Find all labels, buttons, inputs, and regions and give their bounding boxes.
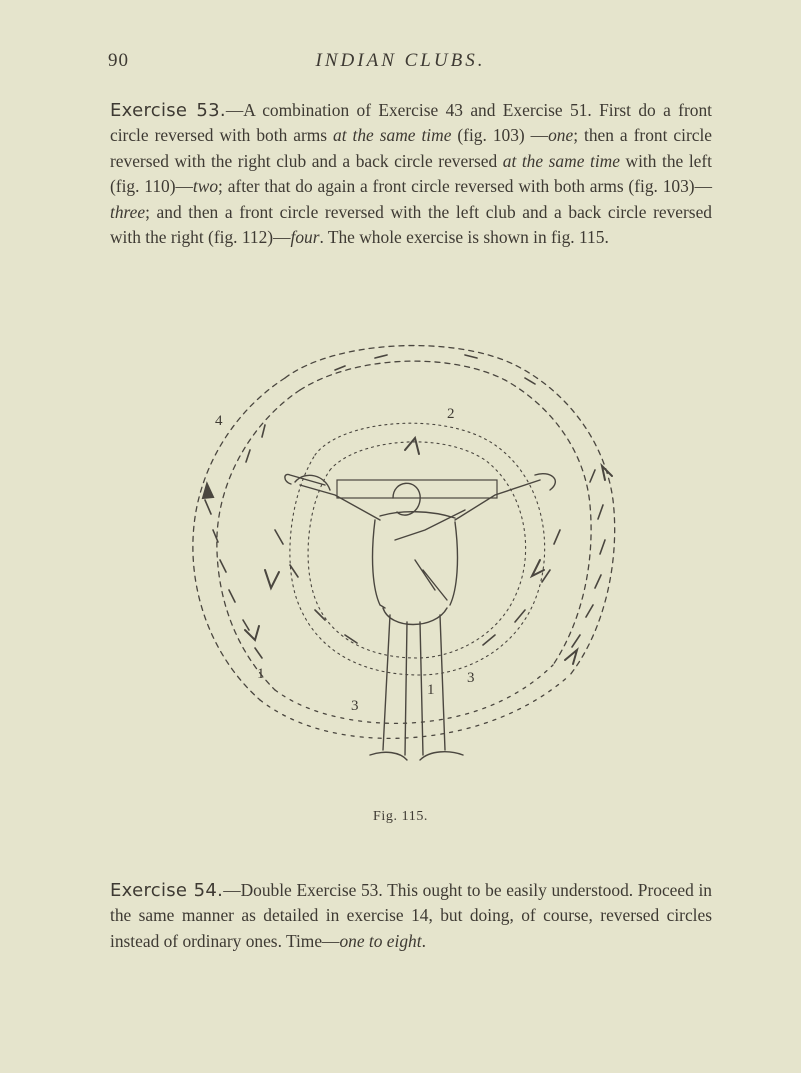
exercise-54-text: . [421,930,426,951]
exercise-53-italic: at the same time [502,150,620,171]
inner-circle-paths [290,423,545,675]
exercise-53-text: ; then a front circle reversed with the right club and a back circle reversed [110,125,713,171]
exercise-53-italic: three [110,201,146,222]
orbit-ticks [205,355,605,658]
exercise-53-italic: at the same time [333,125,452,146]
page-header [0,50,801,86]
exercise-53-italic: four [290,227,320,248]
figure-115 [165,330,645,805]
human-figure [285,474,555,760]
running-title: INDIAN CLUBS. [315,50,486,71]
club-exercise-illustration [165,330,645,805]
exercise-54-italic: one to eight [339,930,422,951]
label-2: 2 [447,406,455,422]
label-3b: 3 [467,670,475,686]
exercise-54-paragraph [110,878,712,954]
figure-caption: Fig. 115. [372,809,429,824]
exercise-53-text: . The whole exercise is shown in fig. 115. [319,227,609,248]
exercise-53-italic: two [192,176,219,197]
exercise-53-text: with the left (fig. 110)— [110,150,712,197]
exercise-53-paragraph [110,98,712,250]
label-1b: 1 [427,682,435,698]
page-number: 90 [108,50,129,71]
label-4: 4 [215,413,223,429]
exercise-53-text: (fig. 103) — [451,125,549,146]
exercise-53-italic: one [548,125,574,146]
label-3a: 3 [351,698,359,714]
figure-number-labels [215,406,475,714]
label-1: 1 [257,666,265,682]
exercise-54-text: —Double Exercise 53. This ought to be easily understood. Proceed in the same manner as detailed in exercise 14, but doing, of course, reversed circles instead of ordinary ones. Time— [110,880,712,951]
exercise-53-text: —A combination of Exercise 43 and Exercise 51. First do a front circle reversed with both arms [110,100,712,146]
exercise-53-text: ; after that do again a front circle reversed with both arms (fig. 103)— [218,176,712,197]
exercise-53-text: ; and then a front circle reversed with the left club and a back circle reversed with the right (fig. 112)— [110,201,712,248]
exercise-53-heading: Exercise 53. [110,100,226,121]
exercise-54-heading: Exercise 54. [110,880,224,901]
